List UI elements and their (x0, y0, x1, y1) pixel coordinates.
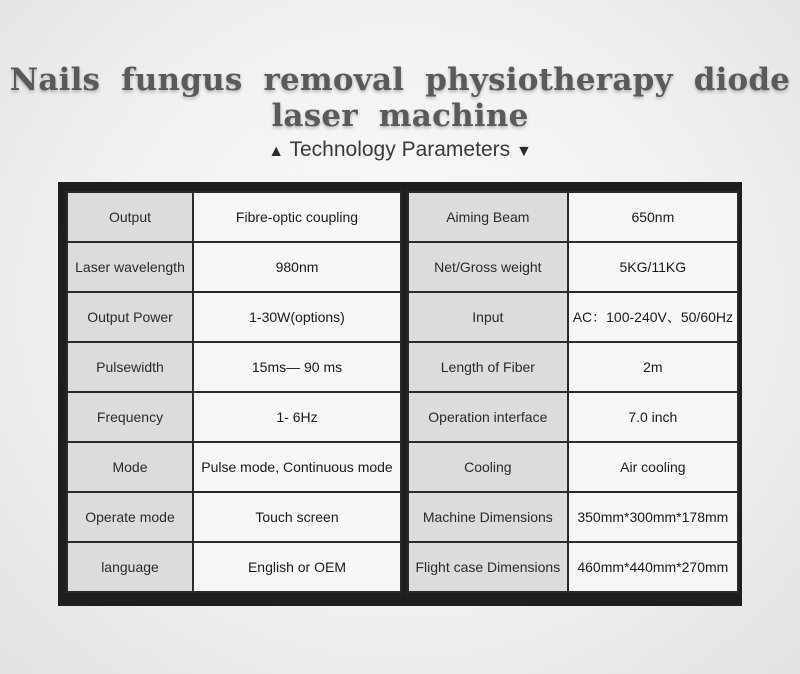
param-value: Touch screen (193, 492, 401, 542)
param-value: Pulse mode, Continuous mode (193, 442, 401, 492)
param-label: Output Power (67, 292, 193, 342)
param-value: Fibre-optic coupling (193, 192, 401, 242)
section-heading (0, 138, 800, 162)
param-label: Pulsewidth (67, 342, 193, 392)
parameters-table-left (66, 191, 402, 593)
table-row (408, 542, 738, 592)
table-row (408, 492, 738, 542)
param-label: Length of Fiber (408, 342, 568, 392)
table-row (408, 442, 738, 492)
table-row (67, 492, 401, 542)
param-value: Air cooling (568, 442, 738, 492)
param-label: Aiming Beam (408, 192, 568, 242)
parameters-table-right (407, 191, 739, 593)
table-row (408, 192, 738, 242)
parameters-frame (58, 182, 742, 606)
param-label: Mode (67, 442, 193, 492)
param-label: Net/Gross weight (408, 242, 568, 292)
param-value: 350mm*300mm*178mm (568, 492, 738, 542)
table-row (408, 392, 738, 442)
param-label: Laser wavelength (67, 242, 193, 292)
param-label: Operate mode (67, 492, 193, 542)
param-value: 15ms— 90 ms (193, 342, 401, 392)
page-title: Nails fungus removal physiotherapy diode laser machine (9, 62, 791, 134)
param-value: 7.0 inch (568, 392, 738, 442)
table-row (67, 292, 401, 342)
param-value: AC：100-240V、50/60Hz (568, 292, 738, 342)
param-label: Input (408, 292, 568, 342)
param-label: Cooling (408, 442, 568, 492)
param-value: 980nm (193, 242, 401, 292)
table-row (67, 392, 401, 442)
param-label: language (67, 542, 193, 592)
param-label: Frequency (67, 392, 193, 442)
table-row (67, 242, 401, 292)
param-label: Machine Dimensions (408, 492, 568, 542)
table-row (408, 292, 738, 342)
table-row (67, 542, 401, 592)
param-label: Operation interface (408, 392, 568, 442)
param-label: Flight case Dimensions (408, 542, 568, 592)
param-value: 650nm (568, 192, 738, 242)
table-row (67, 342, 401, 392)
param-value: 1-30W(options) (193, 292, 401, 342)
param-label: Output (67, 192, 193, 242)
param-value: 2m (568, 342, 738, 392)
triangle-up-icon: ▲ (268, 143, 285, 160)
section-heading-text: Technology Parameters (289, 138, 511, 161)
triangle-down-icon: ▼ (515, 143, 532, 160)
table-row (67, 442, 401, 492)
param-value: English or OEM (193, 542, 401, 592)
table-row (67, 192, 401, 242)
table-row (408, 242, 738, 292)
table-row (408, 342, 738, 392)
param-value: 460mm*440mm*270mm (568, 542, 738, 592)
param-value: 5KG/11KG (568, 242, 738, 292)
param-value: 1- 6Hz (193, 392, 401, 442)
